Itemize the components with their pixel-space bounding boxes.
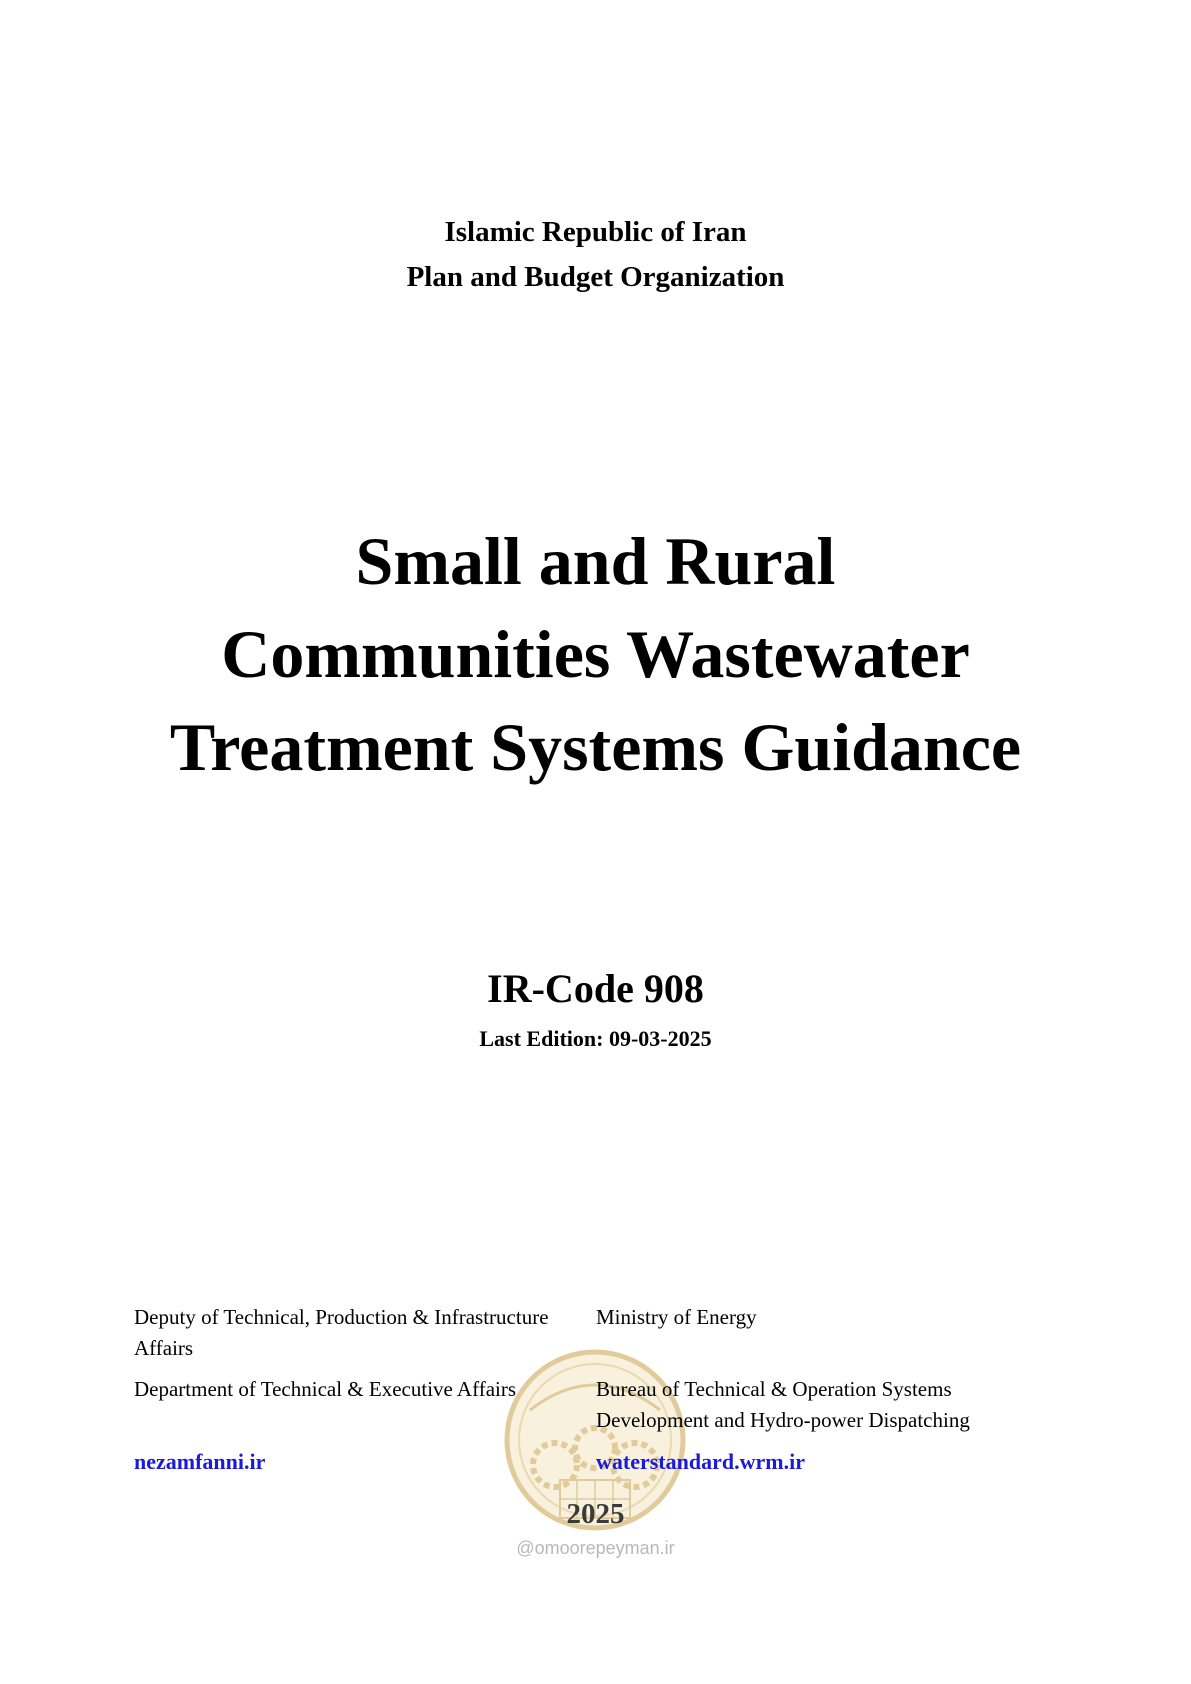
- document-code: IR-Code 908: [487, 966, 704, 1011]
- document-title: [0, 515, 1191, 794]
- department-name: Department of Technical & Executive Affairs: [134, 1377, 517, 1401]
- waterstandard-link-wrap: [596, 1446, 1056, 1478]
- publication-year: 2025: [566, 1498, 625, 1530]
- title-line-1: Small and Rural: [355, 523, 836, 599]
- title-line-3: Treatment Systems Guidance: [169, 709, 1022, 785]
- country-name: Islamic Republic of Iran: [444, 216, 747, 248]
- deputy-name: Deputy of Technical, Production & Infrastructure Affairs: [134, 1305, 549, 1360]
- nezamfanni-link[interactable]: nezamfanni.ir: [134, 1449, 266, 1474]
- edition-date: Last Edition: 09-03-2025: [479, 1026, 712, 1051]
- waterstandard-link[interactable]: waterstandard.wrm.ir: [596, 1449, 805, 1474]
- ministry-name: Ministry of Energy: [596, 1305, 757, 1329]
- title-line-2: Communities Wastewater: [221, 616, 970, 692]
- bureau-name: Bureau of Technical & Operation Systems Development and Hydro-power Dispatching: [596, 1377, 970, 1432]
- issuer-header: [0, 210, 1191, 300]
- nezamfanni-link-wrap: [134, 1446, 594, 1478]
- organization-name: Plan and Budget Organization: [406, 261, 785, 293]
- watermark-text: @omoorepeyman.ir: [516, 1538, 675, 1558]
